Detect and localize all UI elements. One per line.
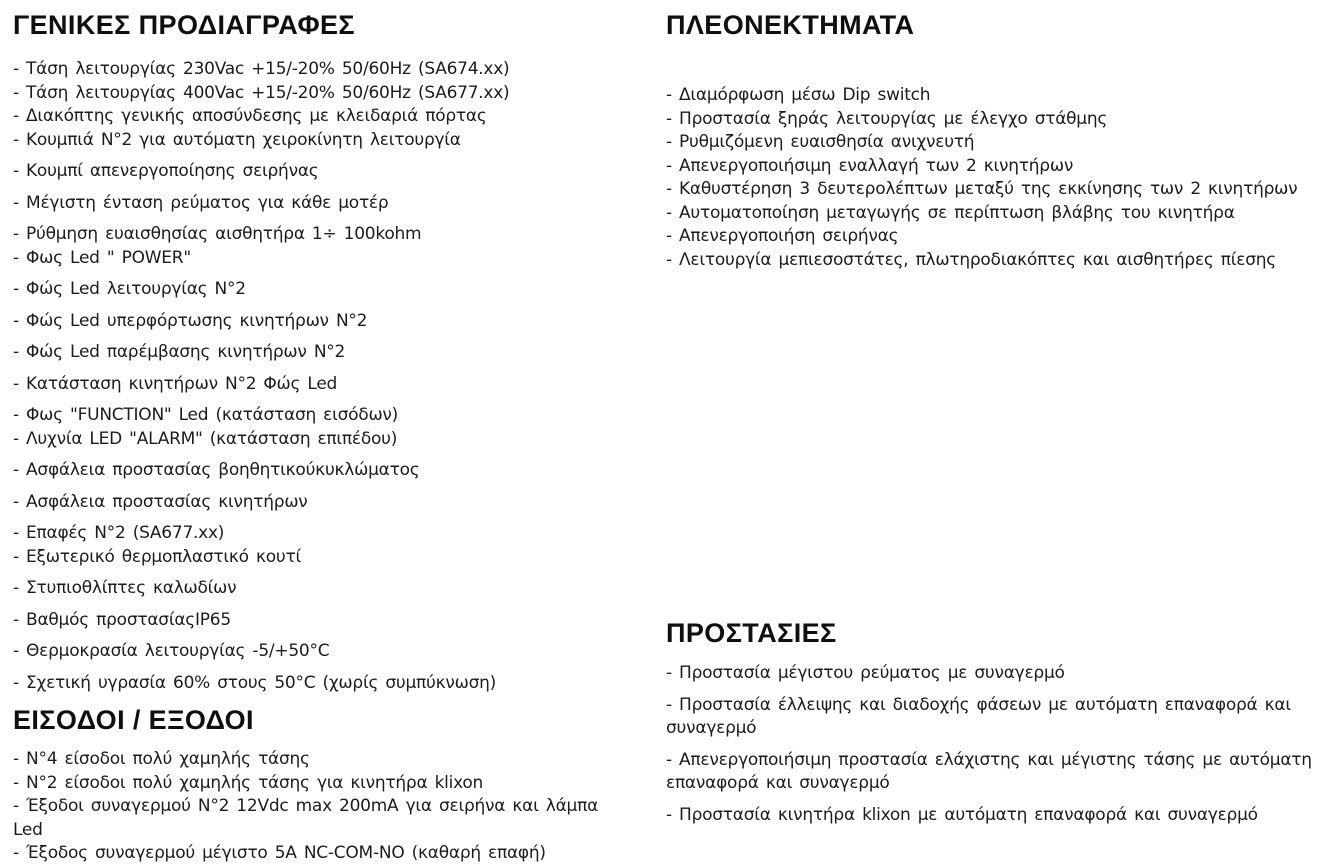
spec-item: - Λυχνία LED "ALARM" (κατάσταση επιπέδου) bbox=[13, 428, 398, 449]
advantage-item: - Διαμόρφωση μέσω Dip switch bbox=[666, 85, 931, 105]
spec-item: - N°2 είσοδοι πολύ χαμηλής τάσης για κινητήρα klixon bbox=[13, 772, 484, 793]
spec-item: - Φως Led " POWER" bbox=[13, 247, 191, 268]
spec-item: - Έξοδος συναγερμού μέγιστο 5A NC-COM-NO (καθαρή επαφή) bbox=[13, 843, 546, 863]
spec-item: - Φώς Led λειτουργίας N°2 bbox=[13, 279, 246, 299]
spec-item: - Κουμπί απενεργοποίησης σειρήνας bbox=[13, 161, 319, 181]
section-protections bbox=[666, 616, 1338, 827]
spec-item: - Κουμπιά N°2 για αυτόματη χειροκίνητη λειτουργία bbox=[13, 129, 461, 150]
left-column bbox=[13, 8, 663, 866]
protection-item: - Προστασία κινητήρα klixon με αυτόματη επαναφορά και συναγερμό bbox=[666, 805, 1258, 825]
spec-item: - Θερμοκρασία λειτουργίας -5/+50°C bbox=[13, 641, 330, 661]
advantage-item: - Απενεργοποιήση σειρήνας bbox=[666, 226, 899, 246]
advantage-item: - Αυτοματοποίηση μεταγωγής σε περίπτωση βλάβης του κινητήρα bbox=[666, 202, 1235, 223]
spec-item: - Τάση λειτουργίας 230Vac +15/-20% 50/60Hz (SA674.xx) bbox=[13, 59, 510, 79]
spec-item: - Φώς Led υπερφόρτωσης κινητήρων N°2 bbox=[13, 310, 368, 331]
spec-item: - Φως "FUNCTION" Led (κατάσταση εισόδων) bbox=[13, 405, 399, 425]
advantage-item: - Ρυθμιζόμενη ευαισθησία ανιχνευτή bbox=[666, 132, 975, 152]
protection-item: - Προστασία μέγιστου ρεύματος με συναγερμό bbox=[666, 663, 1065, 683]
protection-item: - Απενεργοποιήσιμη προστασία ελάχιστης και μέγιστης τάσης με αυτόματη επαναφορά και συναγερμό bbox=[666, 750, 1312, 793]
spec-item: - Επαφές N°2 (SA677.xx) bbox=[13, 523, 225, 543]
spec-item: - Εξωτερικό θερμοπλαστικό κουτί bbox=[13, 546, 301, 567]
advantages-section-title: ΠΛΕΟΝΕΚΤΗΜΑΤΑ bbox=[666, 10, 915, 40]
spec-item: - N°4 είσοδοι πολύ χαμηλής τάσης bbox=[13, 749, 310, 769]
spec-item: - Τάση λειτουργίας 400Vac +15/-20% 50/60Hz (SA677.xx) bbox=[13, 82, 510, 103]
general-section-title: ΓΕΝΙΚΕΣ ΠΡΟΔΙΑΓΡΑΦΕΣ bbox=[13, 10, 356, 40]
advantage-item: - Προστασία ξηράς λειτουργίας με έλεγχο στάθμης bbox=[666, 108, 1108, 129]
advantage-item: - Απενεργοποιήσιμη εναλλαγή των 2 κινητήρων bbox=[666, 155, 1074, 176]
advantage-item: - Λειτουργία μεπιεσοστάτες, πλωτηροδιακόπτες και αισθητήρες πίεσης bbox=[666, 249, 1276, 270]
protection-item: - Προστασία έλλειψης και διαδοχής φάσεων με αυτόματη επαναφορά και συναγερμό bbox=[666, 695, 1291, 738]
spec-item: - Έξοδοι συναγερμού N°2 12Vdc max 200mA για σειρήνα και λάμπα Led bbox=[13, 796, 599, 840]
section-general bbox=[13, 8, 663, 695]
spec-item: - Διακόπτης γενικής αποσύνδεσης με κλειδαριά πόρτας bbox=[13, 106, 487, 126]
right-column bbox=[666, 8, 1338, 827]
protections-section-title: ΠΡΟΣΤΑΣΙΕΣ bbox=[666, 618, 837, 648]
spec-item: - Σχετική υγρασία 60% στους 50°C (χωρίς συμπύκνωση) bbox=[13, 672, 497, 693]
io-section-title: ΕΙΣΟΔΟΙ / ΕΞΟΔΟΙ bbox=[13, 705, 254, 735]
spec-item: - Μέγιστη ένταση ρεύματος για κάθε μοτέρ bbox=[13, 192, 389, 213]
advantage-item: - Καθυστέρηση 3 δευτερολέπτων μεταξύ της εκκίνησης των 2 κινητήρων bbox=[666, 179, 1298, 199]
spec-item: - Ασφάλεια προστασίας κινητήρων bbox=[13, 491, 308, 512]
spec-item: - Κατάσταση κινητήρων N°2 Φώς Led bbox=[13, 373, 338, 394]
section-io bbox=[13, 703, 663, 866]
spec-item: - Φώς Led παρέμβασης κινητήρων N°2 bbox=[13, 342, 346, 362]
spec-item: - Ασφάλεια προστασίας βοηθητικούκυκλώματος bbox=[13, 460, 420, 480]
spec-item: - Ρύθμηση ευαισθησίας αισθητήρα 1÷ 100kohm bbox=[13, 224, 422, 244]
spec-item: - Βαθμός προστασίαςIP65 bbox=[13, 609, 231, 630]
section-advantages bbox=[666, 8, 1338, 272]
spec-item: - Στυπιοθλίπτες καλωδίων bbox=[13, 578, 237, 598]
